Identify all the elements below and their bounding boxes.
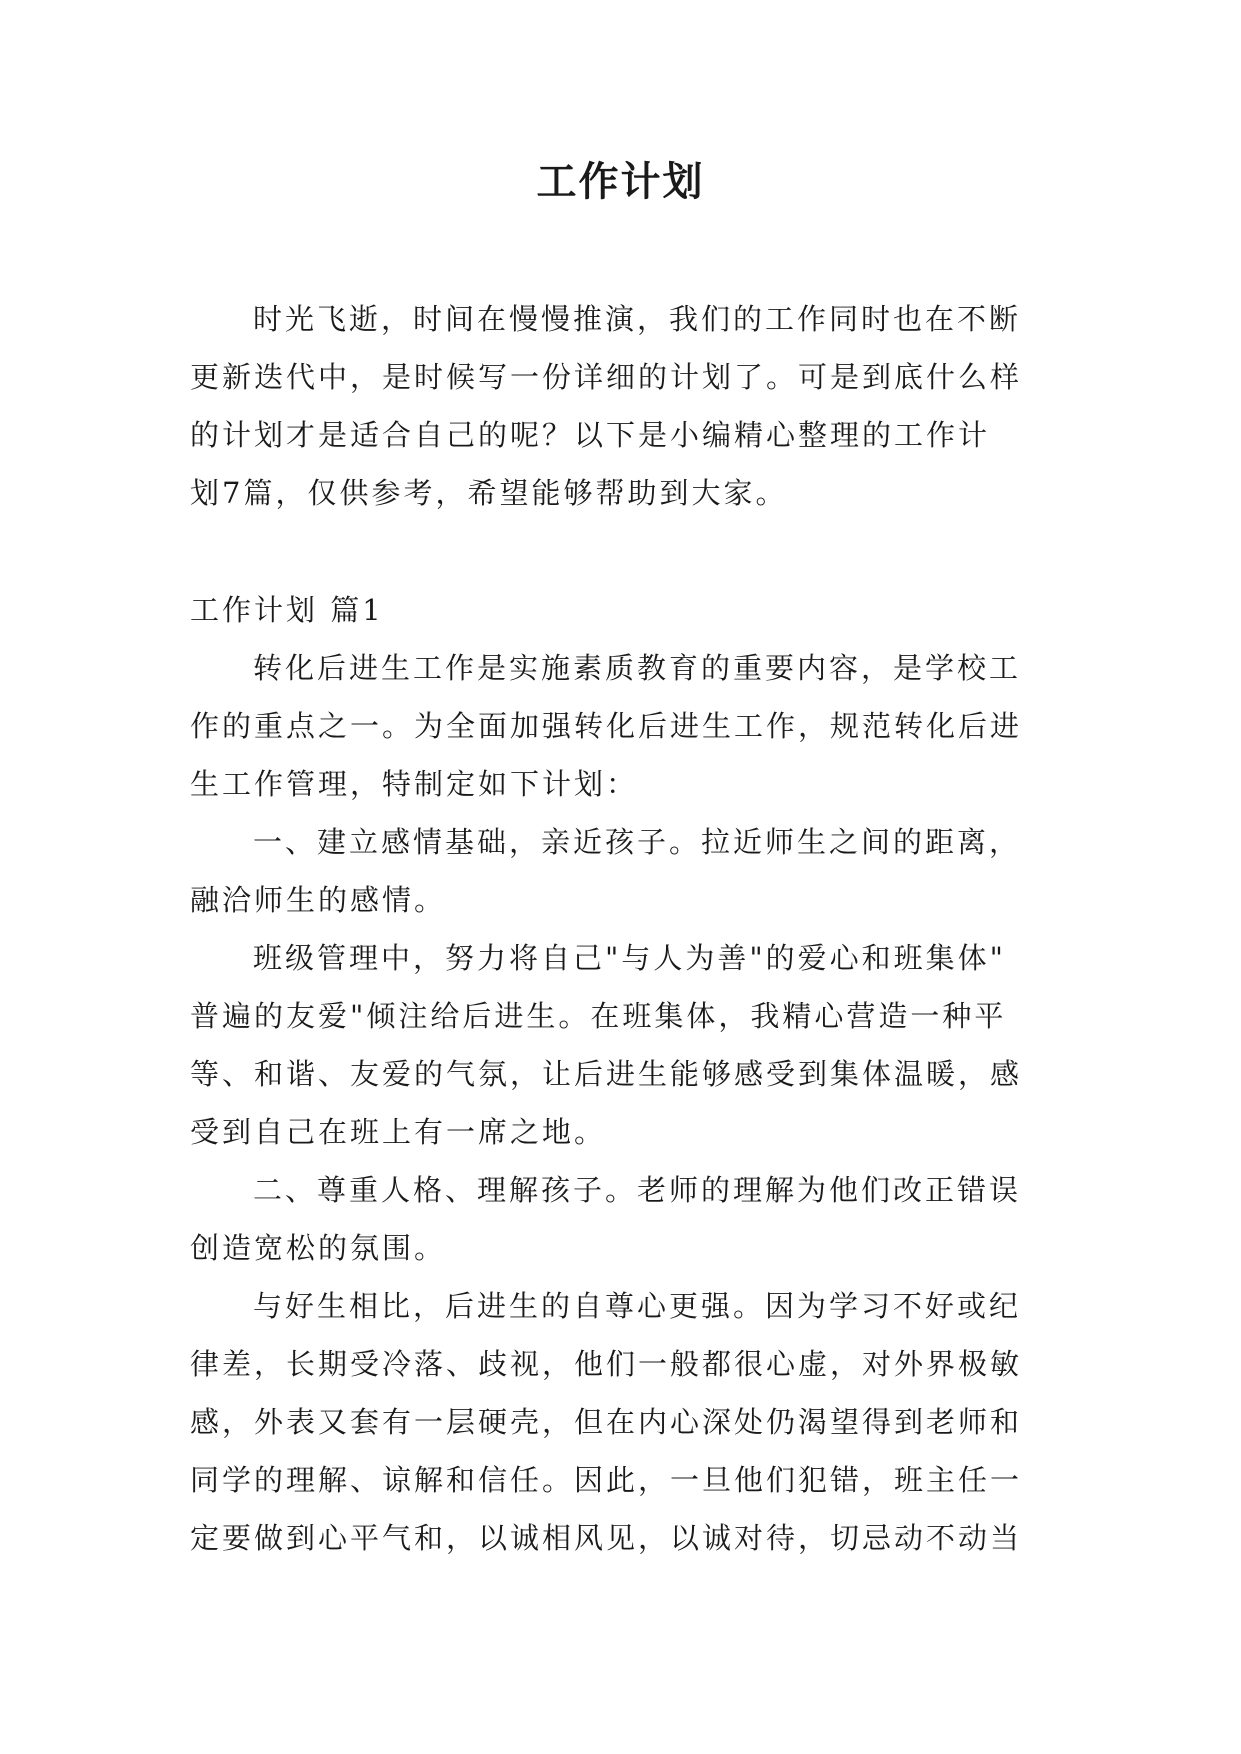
section-line: 同学的理解、谅解和信任。因此，一旦他们犯错，班主任一 (190, 1463, 1023, 1497)
section-line: 班级管理中，努力将自己"与人为善"的爱心和班集体" (253, 941, 1007, 975)
paragraph-gap (190, 522, 1052, 581)
section-line: 二、尊重人格、理解孩子。老师的理解为他们改正错误 (253, 1173, 1022, 1207)
intro-line: 划7篇，仅供参考，希望能够帮助到大家。 (190, 476, 788, 510)
intro-line: 时光飞逝，时间在慢慢推演，我们的工作同时也在不断 (253, 302, 1022, 336)
section-heading: 工作计划 篇1 (190, 593, 384, 627)
section-line: 生工作管理，特制定如下计划： (190, 767, 639, 801)
section-line: 创造宽松的氛围。 (190, 1231, 447, 1265)
section-line: 一、建立感情基础，亲近孩子。拉近师生之间的距离， (253, 825, 1022, 859)
intro-line: 的计划才是适合自己的呢？以下是小编精心整理的工作计 (190, 418, 991, 452)
section-line: 感，外表又套有一层硬壳，但在内心深处仍渴望得到老师和 (190, 1405, 1023, 1439)
section-line: 融洽师生的感情。 (190, 883, 447, 917)
section-body (190, 639, 1052, 1567)
section-line: 普遍的友爱"倾注给后进生。在班集体，我精心营造一种平 (190, 999, 1007, 1033)
section-line: 定要做到心平气和，以诚相风见，以诚对待，切忌动不动当 (190, 1521, 1023, 1555)
intro-line: 更新迭代中，是时候写一份详细的计划了。可是到底什么样 (190, 360, 1023, 394)
section-line: 受到自己在班上有一席之地。 (190, 1115, 607, 1149)
section-line: 律差，长期受冷落、歧视，他们一般都很心虚，对外界极敏 (190, 1347, 1023, 1381)
section-line: 等、和谐、友爱的气氛，让后进生能够感受到集体温暖，感 (190, 1057, 1023, 1091)
document-title: 工作计划 (536, 159, 705, 205)
section-line: 作的重点之一。为全面加强转化后进生工作，规范转化后进 (190, 709, 1023, 743)
document-body (190, 290, 1052, 1567)
section-line: 与好生相比，后进生的自尊心更强。因为学习不好或纪 (253, 1289, 1022, 1323)
section-line: 转化后进生工作是实施素质教育的重要内容，是学校工 (253, 651, 1022, 685)
